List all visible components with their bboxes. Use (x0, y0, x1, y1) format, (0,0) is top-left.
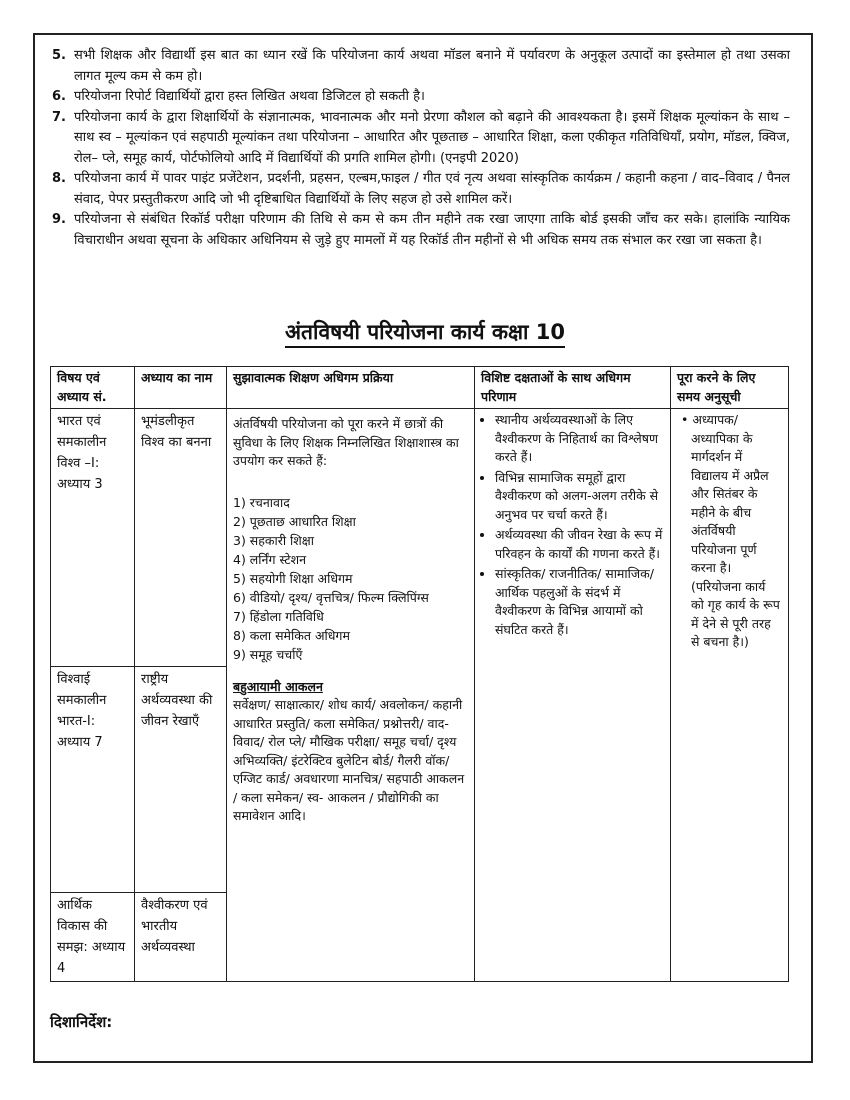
assessment-text: सर्वेक्षण/ साक्षात्कार/ शोध कार्य/ अवलोकन/ कहानी आधारित प्रस्तुति/ कला समेकित/ प्रश्नोत्तरी/ वाद-विवाद/ रोल प्ले/ मौखिक परीक्षा/ समूह चर्चा/ दृश्य अभिव्यक्ति/ इंटरेक्टिव बुलेटिन बोर्ड/ गैलरी वॉक/ एग्जिट कार्ड/ अवधारणा मानचित्र/ सहपाठी आकलन / कला समेकन/ स्व- आकलन / प्रौद्योगिकी का समावेशन आदि। (233, 697, 465, 823)
table-header-row (51, 367, 789, 409)
outcomes-cell (475, 409, 671, 982)
section-title (0, 318, 850, 346)
header-schedule: पूरा करने के लिए समय अनुसूची (671, 367, 789, 409)
point-number: 9. (52, 212, 66, 227)
method-item: 6) वीडियो/ दृश्य/ वृत्तचित्र/ फिल्म क्लिपिंग्स (233, 589, 429, 605)
guidelines-heading: दिशानिर्देश: (50, 1013, 113, 1031)
method-item: 5) सहयोगी शिक्षा अधिगम (233, 570, 353, 586)
point-7 (40, 108, 800, 170)
table-row (51, 409, 789, 667)
method-item: 3) सहकारी शिक्षा (233, 532, 314, 548)
process-cell (227, 409, 475, 982)
row-subject: आर्थिक विकास की समझ: अध्याय 4 (51, 893, 135, 982)
method-item: 8) कला समेकित अधिगम (233, 627, 350, 643)
point-6 (40, 87, 800, 108)
method-item: 1) रचनावाद (233, 494, 290, 510)
methods-list (233, 493, 468, 664)
method-item: 2) पूछताछ आधारित शिक्षा (233, 513, 356, 529)
method-item: 4) लर्निंग स्टेशन (233, 551, 307, 567)
point-number: 5. (52, 48, 66, 63)
row-chapter: भूमंडलीकृत विश्व का बनना (135, 409, 227, 667)
point-text: परियोजना कार्य के द्वारा शिक्षार्थियों के संज्ञानात्मक, भावनात्मक और मनो प्रेरणा कौशल को बढ़ाने की आवश्यकता है। इसमें शिक्षक मूल्यांकन के साथ – साथ स्व – मूल्यांकन एवं सहपाठी मूल्यांकन तथा परियोजना – आधारित और पूछताछ – आधारित शिक्षा, कला एकीकृत गतिविधियाँ, प्रयोग, मॉडल, क्विज, रोल– प्ले, समूह कार्य, पोर्टफोलियो आदि में विद्यार्थियों की प्रगति शामिल होगी। (एनइपी 2020) (74, 109, 790, 166)
outcomes-list (481, 411, 664, 639)
point-5 (40, 46, 800, 87)
outcome-item: • अर्थव्यवस्था की जीवन रेखा के रूप में परिवहन के कार्यों की गणना करते हैं। (495, 526, 664, 563)
outcome-item: • स्थानीय अर्थव्यवस्थाओं के लिए वैश्वीकरण के निहितार्थ का विश्लेषण करते हैं। (495, 411, 664, 467)
point-text: सभी शिक्षक और विद्यार्थी इस बात का ध्यान रखें कि परियोजना कार्य अथवा मॉडल बनाने में पर्यावरण के अनुकूल उत्पादों का इस्तेमाल हो तथा उसका लागत मूल्य कम से कम हो। (74, 48, 790, 84)
guideline-points (40, 46, 800, 251)
point-9 (40, 210, 800, 251)
schedule-cell (671, 409, 789, 982)
point-number: 6. (52, 89, 66, 104)
point-8 (40, 169, 800, 210)
point-number: 7. (52, 109, 66, 125)
section-title-text: अंतविषयी परियोजना कार्य कक्षा 10 (285, 320, 565, 348)
process-intro: अंतर्विषयी परियोजना को पूरा करने में छात्रों की सुविधा के लिए शिक्षक निम्नलिखित शिक्षाशास्त्र का उपयोग कर सकते हैं: (233, 416, 459, 468)
schedule-text: • अध्यापक/ अध्यापिका के मार्गदर्शन में विद्यालय में अप्रैल और सितंबर के महीने के बीच अंतर्विषयी परियोजना पूर्ण करना है। (परियोजना कार्य को गृह कार्य के रूप में देने से पूरी तरह से बचना है।) (681, 412, 780, 649)
row-chapter: राष्ट्रीय अर्थव्यवस्था की जीवन रेखाएँ (135, 667, 227, 893)
point-text: परियोजना कार्य में पावर पाइंट प्रजेंटेशन, प्रदर्शनी, प्रहसन, एल्बम,फाइल / गीत एवं नृत्य अथवा सांस्कृतिक कार्यक्रम / कहानी कहना / वाद–विवाद / पैनल संवाद, पेपर प्रस्तुतीकरण आदि जो भी दृष्टिबाधित विद्यार्थियों के लिए सहज हो उसे शामिल करें। (74, 171, 790, 207)
header-chapter: अध्याय का नाम (135, 367, 227, 409)
method-item: 9) समूह चर्चाएँ (233, 646, 303, 662)
assessment-title: बहुआयामी आकलन (233, 678, 323, 694)
project-table (50, 366, 789, 982)
header-process: सुझावात्मक शिक्षण अधिगम प्रक्रिया (227, 367, 475, 409)
row-subject: विश्वाई समकालीन भारत-I: अध्याय 7 (51, 667, 135, 893)
point-text: परियोजना से संबंधित रिकॉर्ड परीक्षा परिणाम की तिथि से कम से कम तीन महीने तक रखा जाएगा ताकि बोर्ड इसकी जाँच कर सके। हालांकि न्यायिक विचाराधीन अथवा सूचना के अधिकार अधिनियम से जुड़े हुए मामलों में यह रिकॉर्ड तीन महीनों से भी अधिक समय तक संभाल कर रखा जा सकता है। (74, 212, 790, 248)
outcome-item: • विभिन्न सामाजिक समूहों द्वारा वैश्वीकरण को अलग-अलग तरीके से अनुभव पर चर्चा करते हैं। (495, 469, 664, 525)
outcome-item: • सांस्कृतिक/ राजनीतिक/ सामाजिक/ आर्थिक पहलुओं के संदर्भ में वैश्वीकरण के विभिन्न आयामों को संघटित करते हैं। (495, 565, 664, 639)
method-item: 7) हिंडोला गतिविधि (233, 608, 324, 624)
header-subject: विषय एवं अध्याय सं. (51, 367, 135, 409)
point-number: 8. (52, 171, 66, 186)
point-text: परियोजना रिपोर्ट विद्यार्थियों द्वारा हस्त लिखित अथवा डिजिटल हो सकती है। (74, 89, 425, 104)
row-chapter: वैश्वीकरण एवं भारतीय अर्थव्यवस्था (135, 893, 227, 982)
header-outcomes: विशिष्ट दक्षताओं के साथ अधिगम परिणाम (475, 367, 671, 409)
row-subject: भारत एवं समकालीन विश्व –I: अध्याय 3 (51, 409, 135, 667)
